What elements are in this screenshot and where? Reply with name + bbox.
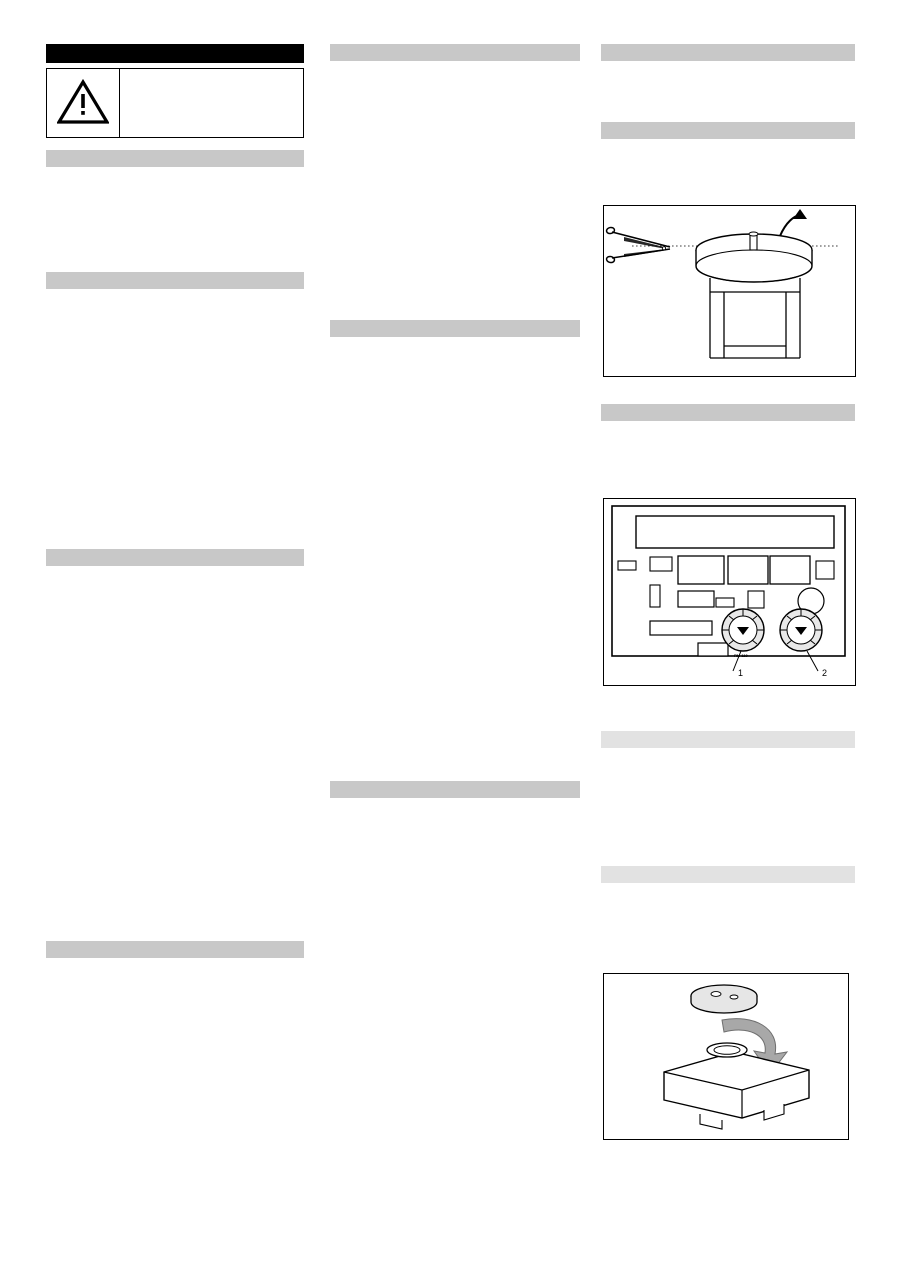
left-section-band-1-label xyxy=(46,150,47,151)
right-section-band-1-label xyxy=(601,44,602,45)
control-panel-label-2: 2 xyxy=(822,668,828,678)
warning-triangle-icon xyxy=(57,79,109,125)
middle-section-band-3 xyxy=(330,781,580,798)
figure-fuel-tank-cap xyxy=(603,973,849,1140)
left-section-band-1 xyxy=(46,150,304,167)
right-section-band-5-label xyxy=(601,866,602,867)
middle-section-band-2 xyxy=(330,320,580,337)
svg-text:RM 110: RM 110 xyxy=(734,653,748,658)
figure-cut-seal-with-scissors xyxy=(603,205,856,377)
control-panel-label-1: 1 xyxy=(738,668,744,678)
middle-section-band-2-label xyxy=(330,320,331,321)
left-section-band-2 xyxy=(46,272,304,289)
right-section-band-4 xyxy=(601,731,855,748)
left-section-band-3 xyxy=(46,549,304,566)
left-warning-box xyxy=(46,68,304,138)
middle-section-band-1 xyxy=(330,44,580,61)
left-section-band-4 xyxy=(46,941,304,958)
right-section-band-2-label xyxy=(601,122,602,123)
right-section-band-3-label xyxy=(601,404,602,405)
right-section-band-1 xyxy=(601,44,855,61)
left-section-band-2-label xyxy=(46,272,47,273)
left-section-band-4-label xyxy=(46,941,47,942)
warning-box-divider xyxy=(119,69,120,137)
left-section-band-3-label xyxy=(46,549,47,550)
left-danger-heading-bar xyxy=(46,44,304,63)
figure-control-panel xyxy=(603,498,856,686)
middle-section-band-1-label xyxy=(330,44,331,45)
right-section-band-4-label xyxy=(601,731,602,732)
middle-section-band-3-label xyxy=(330,781,331,782)
right-section-band-5 xyxy=(601,866,855,883)
warning-box-text xyxy=(47,69,48,70)
right-section-band-3 xyxy=(601,404,855,421)
right-section-band-2 xyxy=(601,122,855,139)
